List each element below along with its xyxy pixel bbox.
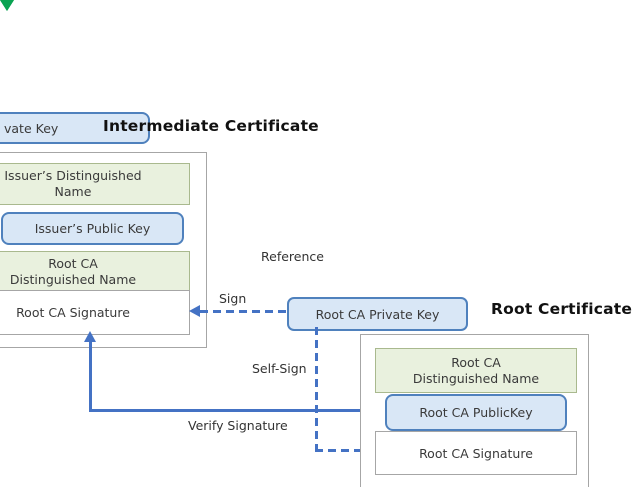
root-ca-dn-line1: Root CA xyxy=(48,255,98,271)
root-certificate-title: Root Certificate xyxy=(491,300,633,318)
issuer-dn-line1: Issuer’s Distinguished xyxy=(4,168,142,183)
intermediate-root-ca-signature-field xyxy=(0,290,190,335)
root-ca-public-key-box xyxy=(385,394,567,431)
clipped-private-key-label: vate Key xyxy=(4,120,59,136)
issuer-public-key-box xyxy=(1,212,184,245)
intermediate-certificate-title: Intermediate Certificate xyxy=(103,117,319,135)
reference-arrow-label: Reference xyxy=(261,249,324,264)
sign-dashed-line xyxy=(200,310,287,313)
issuer-dn-field xyxy=(0,163,190,205)
intermediate-root-ca-dn-field xyxy=(0,251,190,292)
root-ca-private-key-label: Root CA Private Key xyxy=(315,306,440,322)
root-ca-dn-field xyxy=(375,348,577,393)
self-sign-arrow-label: Self-Sign xyxy=(252,361,307,376)
root-ca-signature-field xyxy=(375,431,577,475)
root-ca-public-key-label: Root CA PublicKey xyxy=(419,405,533,420)
intermediate-signature-label: Root CA Signature xyxy=(16,305,130,320)
verify-signature-line-vertical xyxy=(89,341,92,412)
sign-arrow-label: Sign xyxy=(219,291,247,306)
arrowhead-down-icon xyxy=(0,0,14,11)
root-dn-line2: Distinguished Name xyxy=(412,370,540,386)
root-ca-dn-line2: Distinguished Name xyxy=(9,271,137,287)
root-dn-line1: Root CA xyxy=(451,354,501,370)
verify-signature-line-horizontal xyxy=(89,409,385,412)
issuer-dn-line2: Name xyxy=(54,184,92,199)
verify-signature-arrow-label: Verify Signature xyxy=(188,418,288,433)
arrowhead-left-icon xyxy=(189,305,200,317)
issuer-public-key-label: Issuer’s Public Key xyxy=(34,221,151,236)
arrowhead-up-icon xyxy=(84,331,96,342)
root-ca-private-key-box xyxy=(287,297,468,331)
self-sign-dashed-line-vertical xyxy=(315,327,318,451)
self-sign-dashed-line-horizontal xyxy=(315,449,366,452)
root-signature-label: Root CA Signature xyxy=(419,445,533,461)
